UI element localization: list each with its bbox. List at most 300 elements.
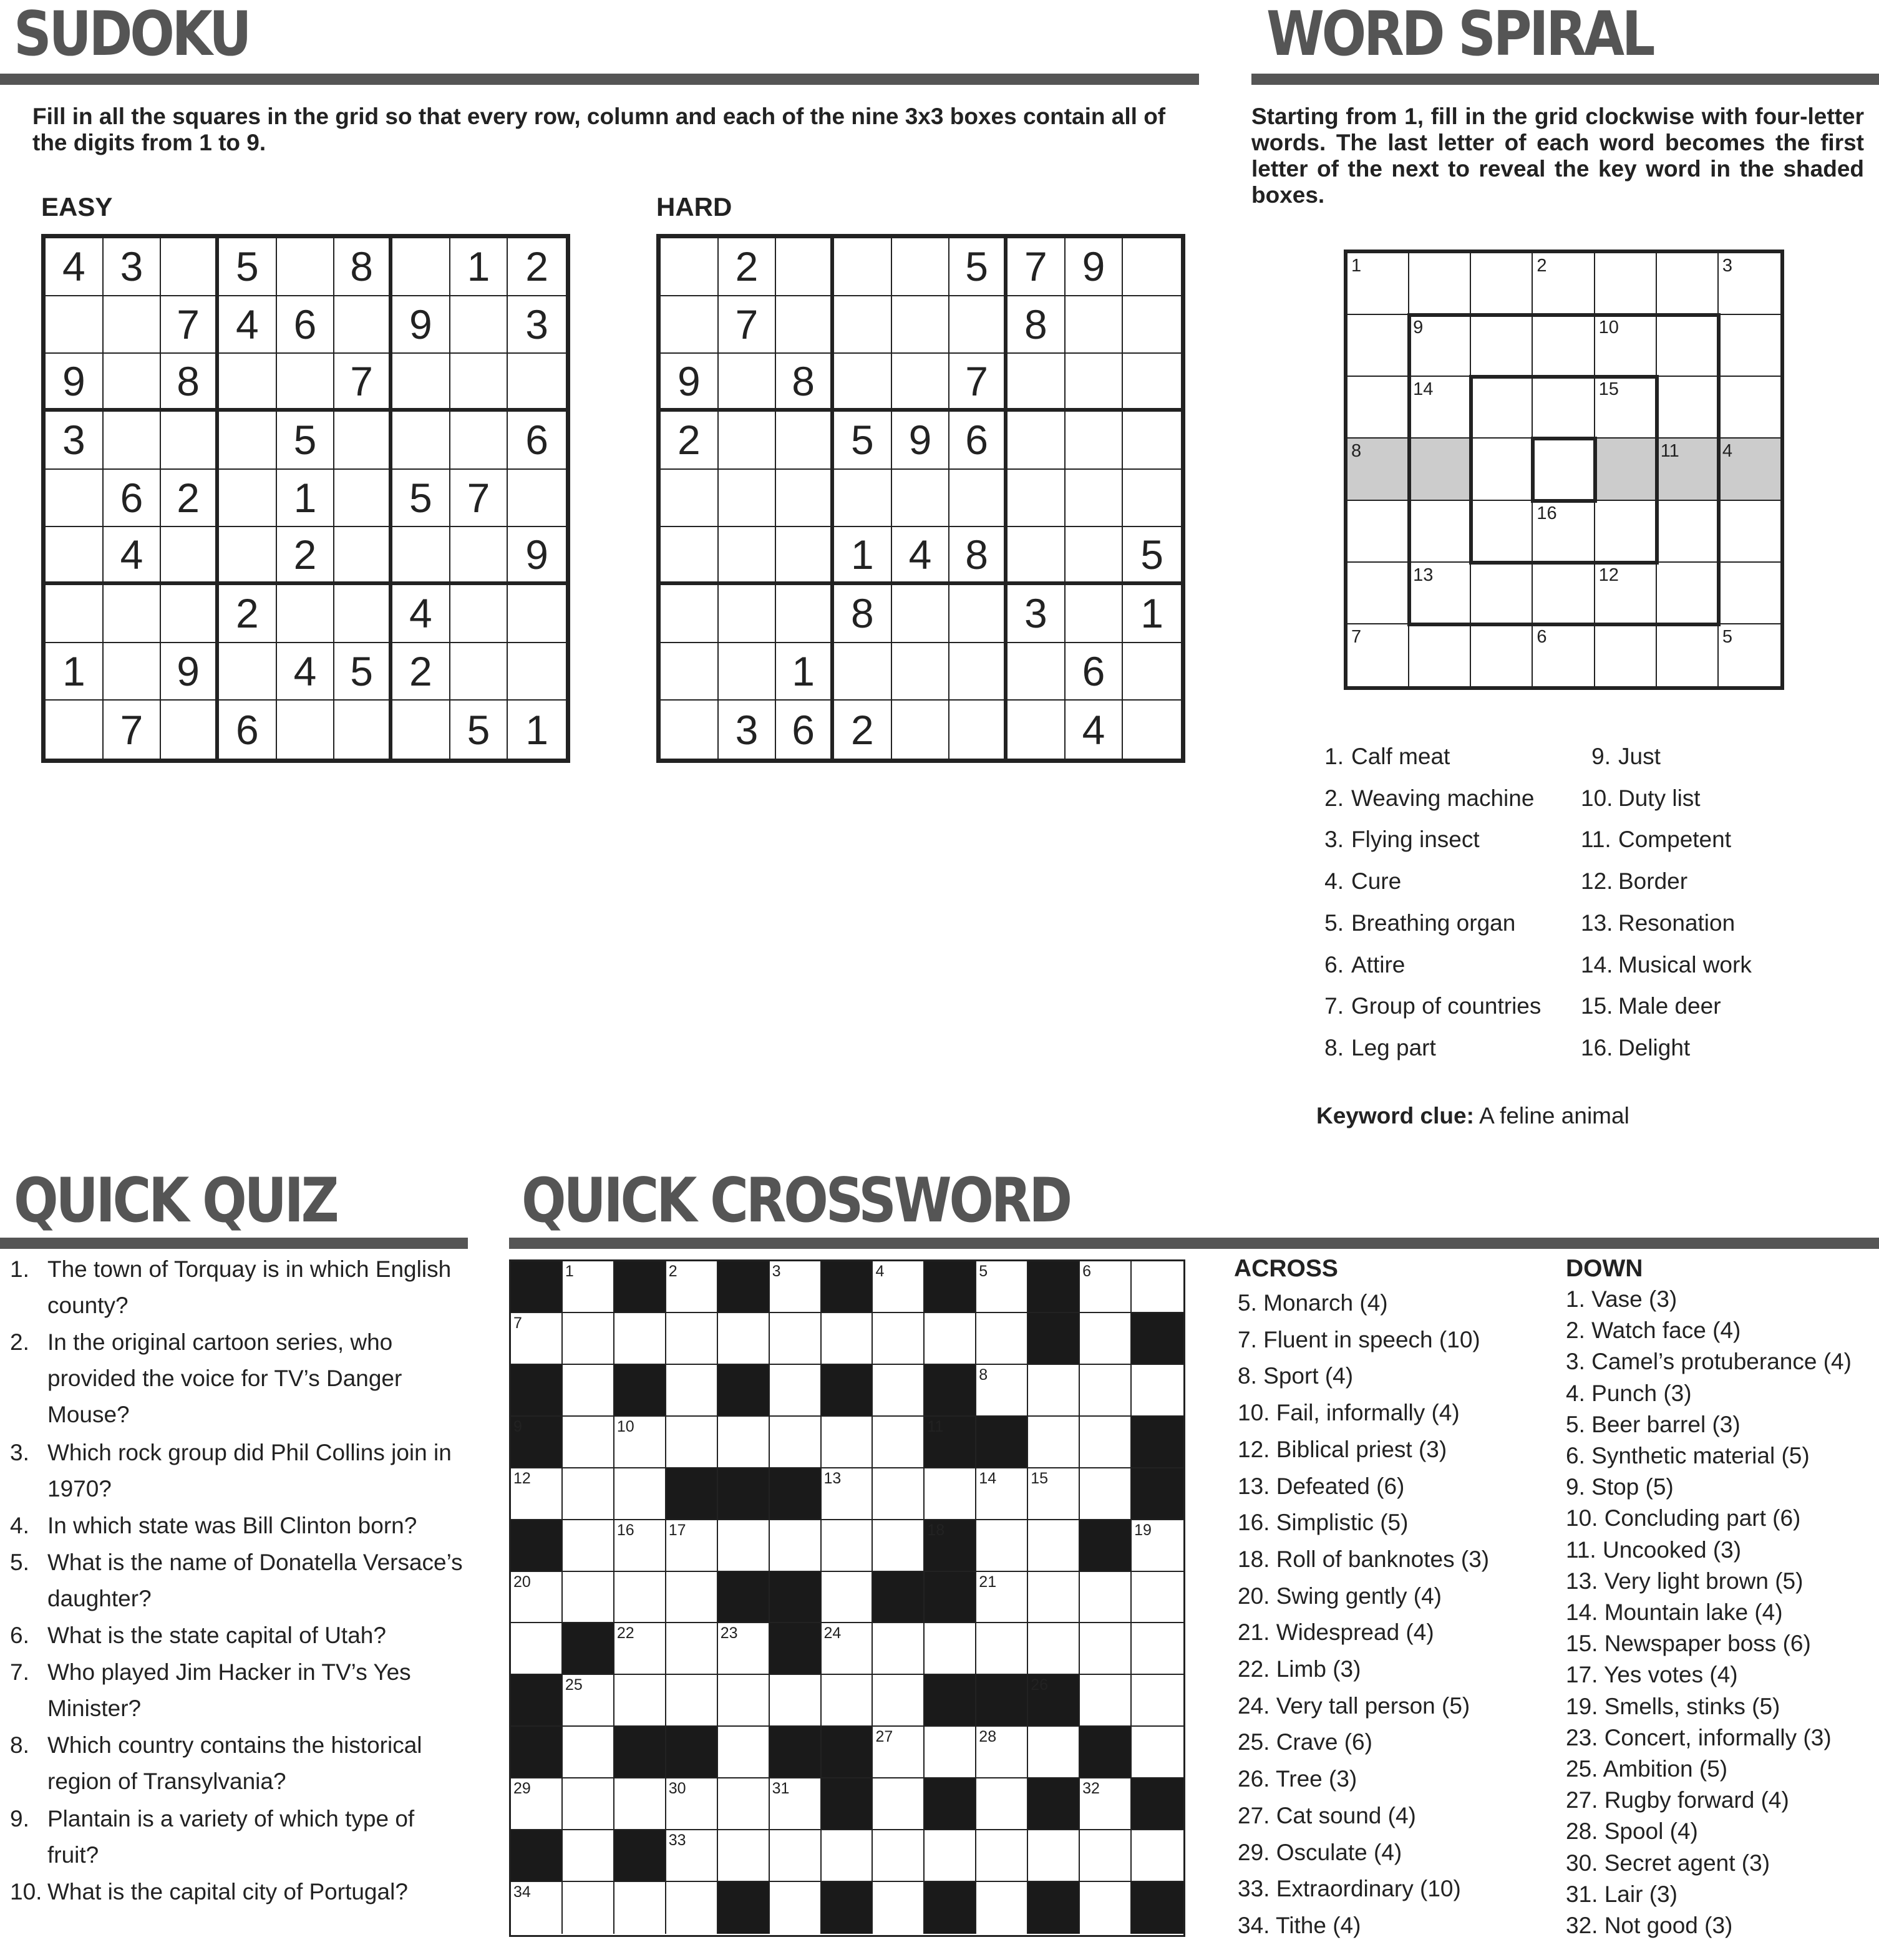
crossword-cell[interactable] xyxy=(1028,1623,1080,1675)
crossword-cell[interactable] xyxy=(666,1313,718,1365)
crossword-cell[interactable] xyxy=(873,1468,925,1520)
crossword-cell[interactable] xyxy=(563,1830,614,1882)
sudoku-cell[interactable]: 8 xyxy=(334,238,392,296)
crossword-cell[interactable] xyxy=(718,1675,770,1727)
crossword-cell[interactable] xyxy=(666,1572,718,1624)
spiral-cell[interactable] xyxy=(1533,501,1595,563)
sudoku-cell[interactable] xyxy=(661,643,719,701)
crossword-cell[interactable] xyxy=(614,1417,666,1468)
crossword-cell[interactable] xyxy=(822,1520,873,1572)
spiral-cell[interactable] xyxy=(1533,563,1595,624)
sudoku-cell[interactable]: 2 xyxy=(661,412,719,470)
crossword-cell[interactable] xyxy=(718,1830,770,1882)
sudoku-cell[interactable] xyxy=(1066,296,1124,354)
crossword-cell[interactable] xyxy=(666,1778,718,1830)
crossword-cell[interactable] xyxy=(666,1675,718,1727)
crossword-cell[interactable] xyxy=(770,1313,822,1365)
spiral-cell[interactable] xyxy=(1471,253,1533,315)
crossword-cell[interactable] xyxy=(976,1778,1028,1830)
crossword-cell[interactable] xyxy=(1028,1727,1080,1778)
sudoku-cell[interactable] xyxy=(334,296,392,354)
sudoku-cell[interactable]: 9 xyxy=(661,354,719,412)
crossword-cell[interactable] xyxy=(873,1623,925,1675)
sudoku-cell[interactable]: 5 xyxy=(277,412,335,470)
sudoku-cell[interactable] xyxy=(1007,701,1066,759)
crossword-cell[interactable] xyxy=(614,1623,666,1675)
sudoku-cell[interactable]: 5 xyxy=(392,470,450,528)
sudoku-cell[interactable] xyxy=(219,470,277,528)
crossword-cell[interactable] xyxy=(511,1623,563,1675)
spiral-cell[interactable] xyxy=(1719,253,1780,315)
sudoku-cell[interactable] xyxy=(949,470,1007,528)
sudoku-cell[interactable] xyxy=(1066,470,1124,528)
spiral-cell[interactable] xyxy=(1719,501,1780,563)
sudoku-cell[interactable]: 1 xyxy=(277,470,335,528)
crossword-cell[interactable] xyxy=(976,1468,1028,1520)
sudoku-cell[interactable]: 4 xyxy=(392,585,450,643)
sudoku-cell[interactable]: 2 xyxy=(392,643,450,701)
crossword-cell[interactable] xyxy=(614,1572,666,1624)
sudoku-cell[interactable]: 6 xyxy=(219,701,277,759)
crossword-cell[interactable] xyxy=(1132,1520,1183,1572)
crossword-cell[interactable] xyxy=(976,1313,1028,1365)
crossword-cell[interactable] xyxy=(1080,1468,1132,1520)
crossword-cell[interactable] xyxy=(563,1468,614,1520)
spiral-cell[interactable] xyxy=(1595,253,1657,315)
crossword-cell[interactable] xyxy=(1132,1572,1183,1624)
crossword-cell[interactable] xyxy=(976,1882,1028,1934)
crossword-cell[interactable] xyxy=(770,1520,822,1572)
crossword-cell[interactable] xyxy=(563,1727,614,1778)
sudoku-cell[interactable] xyxy=(46,585,104,643)
crossword-cell[interactable] xyxy=(563,1778,614,1830)
sudoku-cell[interactable] xyxy=(450,354,508,412)
spiral-cell[interactable] xyxy=(1347,315,1409,377)
sudoku-cell[interactable] xyxy=(161,701,219,759)
crossword-cell[interactable] xyxy=(873,1520,925,1572)
sudoku-cell[interactable]: 7 xyxy=(104,701,162,759)
crossword-cell[interactable] xyxy=(1080,1830,1132,1882)
sudoku-cell[interactable] xyxy=(277,701,335,759)
sudoku-cell[interactable]: 1 xyxy=(776,643,834,701)
crossword-cell[interactable] xyxy=(666,1830,718,1882)
sudoku-cell[interactable] xyxy=(219,527,277,585)
spiral-cell[interactable] xyxy=(1471,315,1533,377)
crossword-cell[interactable] xyxy=(976,1727,1028,1778)
crossword-cell[interactable] xyxy=(666,1365,718,1417)
crossword-cell[interactable] xyxy=(873,1882,925,1934)
crossword-cell[interactable] xyxy=(563,1313,614,1365)
spiral-cell[interactable] xyxy=(1347,501,1409,563)
sudoku-cell[interactable] xyxy=(776,527,834,585)
spiral-cell[interactable] xyxy=(1657,377,1719,439)
sudoku-cell[interactable] xyxy=(1123,412,1181,470)
sudoku-cell[interactable] xyxy=(334,412,392,470)
sudoku-cell[interactable] xyxy=(1123,296,1181,354)
sudoku-cell[interactable] xyxy=(776,296,834,354)
sudoku-cell[interactable]: 1 xyxy=(1123,585,1181,643)
sudoku-cell[interactable] xyxy=(719,585,777,643)
crossword-cell[interactable] xyxy=(1080,1675,1132,1727)
crossword-cell[interactable] xyxy=(770,1675,822,1727)
spiral-cell[interactable] xyxy=(1533,377,1595,439)
sudoku-cell[interactable] xyxy=(892,354,950,412)
crossword-cell[interactable] xyxy=(976,1830,1028,1882)
spiral-cell[interactable] xyxy=(1657,253,1719,315)
sudoku-cell[interactable] xyxy=(892,643,950,701)
crossword-cell[interactable] xyxy=(1080,1623,1132,1675)
sudoku-cell[interactable] xyxy=(104,643,162,701)
crossword-cell[interactable] xyxy=(976,1520,1028,1572)
sudoku-cell[interactable] xyxy=(161,412,219,470)
crossword-cell[interactable] xyxy=(1080,1313,1132,1365)
sudoku-cell[interactable] xyxy=(104,296,162,354)
crossword-cell[interactable] xyxy=(718,1623,770,1675)
sudoku-cell[interactable]: 8 xyxy=(834,585,892,643)
crossword-cell[interactable] xyxy=(563,1417,614,1468)
sudoku-cell[interactable] xyxy=(334,701,392,759)
crossword-cell[interactable] xyxy=(614,1313,666,1365)
sudoku-cell[interactable] xyxy=(392,527,450,585)
spiral-cell[interactable] xyxy=(1347,624,1409,686)
sudoku-cell[interactable] xyxy=(776,470,834,528)
crossword-cell[interactable] xyxy=(1028,1468,1080,1520)
crossword-cell[interactable] xyxy=(1028,1417,1080,1468)
sudoku-cell[interactable]: 6 xyxy=(776,701,834,759)
crossword-cell[interactable] xyxy=(925,1830,976,1882)
spiral-cell[interactable] xyxy=(1533,439,1595,500)
sudoku-cell[interactable] xyxy=(661,585,719,643)
spiral-cell[interactable] xyxy=(1657,563,1719,624)
crossword-cell[interactable] xyxy=(718,1727,770,1778)
crossword-cell[interactable] xyxy=(976,1365,1028,1417)
crossword-cell[interactable] xyxy=(1080,1572,1132,1624)
crossword-cell[interactable] xyxy=(563,1365,614,1417)
sudoku-cell[interactable] xyxy=(392,354,450,412)
crossword-cell[interactable] xyxy=(563,1675,614,1727)
sudoku-cell[interactable] xyxy=(334,470,392,528)
sudoku-cell[interactable] xyxy=(508,585,566,643)
sudoku-cell[interactable]: 6 xyxy=(1066,643,1124,701)
crossword-cell[interactable] xyxy=(1132,1261,1183,1313)
spiral-cell[interactable] xyxy=(1533,315,1595,377)
crossword-cell[interactable] xyxy=(1080,1261,1132,1313)
sudoku-cell[interactable] xyxy=(1123,470,1181,528)
spiral-cell[interactable] xyxy=(1409,563,1471,624)
crossword-cell[interactable] xyxy=(822,1313,873,1365)
sudoku-cell[interactable]: 8 xyxy=(776,354,834,412)
sudoku-cell[interactable]: 7 xyxy=(1007,238,1066,296)
crossword-cell[interactable] xyxy=(1132,1830,1183,1882)
spiral-cell[interactable] xyxy=(1347,253,1409,315)
crossword-cell[interactable] xyxy=(770,1830,822,1882)
sudoku-cell[interactable] xyxy=(1066,527,1124,585)
crossword-cell[interactable] xyxy=(511,1572,563,1624)
sudoku-cell[interactable] xyxy=(1123,643,1181,701)
sudoku-cell[interactable] xyxy=(450,643,508,701)
sudoku-cell[interactable] xyxy=(1123,701,1181,759)
sudoku-cell[interactable] xyxy=(776,585,834,643)
sudoku-cell[interactable] xyxy=(892,470,950,528)
spiral-cell[interactable] xyxy=(1657,439,1719,500)
sudoku-cell[interactable]: 4 xyxy=(892,527,950,585)
sudoku-cell[interactable] xyxy=(1066,354,1124,412)
sudoku-cell[interactable]: 6 xyxy=(104,470,162,528)
sudoku-cell[interactable]: 3 xyxy=(508,296,566,354)
sudoku-cell[interactable]: 4 xyxy=(46,238,104,296)
crossword-cell[interactable] xyxy=(1028,1572,1080,1624)
sudoku-cell[interactable]: 5 xyxy=(834,412,892,470)
sudoku-cell[interactable] xyxy=(104,354,162,412)
sudoku-cell[interactable] xyxy=(661,238,719,296)
crossword-cell[interactable] xyxy=(1132,1365,1183,1417)
crossword-cell[interactable] xyxy=(718,1520,770,1572)
sudoku-cell[interactable]: 1 xyxy=(46,643,104,701)
sudoku-cell[interactable]: 9 xyxy=(161,643,219,701)
sudoku-cell[interactable] xyxy=(834,643,892,701)
sudoku-cell[interactable]: 9 xyxy=(46,354,104,412)
sudoku-cell[interactable] xyxy=(161,238,219,296)
crossword-cell[interactable] xyxy=(1080,1882,1132,1934)
spiral-cell[interactable] xyxy=(1719,377,1780,439)
sudoku-cell[interactable] xyxy=(1123,238,1181,296)
crossword-cell[interactable] xyxy=(976,1572,1028,1624)
sudoku-cell[interactable]: 6 xyxy=(508,412,566,470)
spiral-cell[interactable] xyxy=(1409,624,1471,686)
sudoku-cell[interactable]: 8 xyxy=(949,527,1007,585)
sudoku-cell[interactable] xyxy=(1007,470,1066,528)
crossword-cell[interactable] xyxy=(1132,1675,1183,1727)
sudoku-cell[interactable] xyxy=(46,701,104,759)
crossword-cell[interactable] xyxy=(511,1313,563,1365)
sudoku-cell[interactable] xyxy=(892,585,950,643)
crossword-cell[interactable] xyxy=(666,1417,718,1468)
spiral-cell[interactable] xyxy=(1719,315,1780,377)
sudoku-cell[interactable] xyxy=(1007,643,1066,701)
crossword-cell[interactable] xyxy=(666,1520,718,1572)
spiral-cell[interactable] xyxy=(1347,563,1409,624)
sudoku-cell[interactable]: 3 xyxy=(46,412,104,470)
crossword-cell[interactable] xyxy=(511,1468,563,1520)
spiral-cell[interactable] xyxy=(1719,624,1780,686)
spiral-cell[interactable] xyxy=(1595,624,1657,686)
sudoku-cell[interactable]: 5 xyxy=(334,643,392,701)
crossword-cell[interactable] xyxy=(822,1830,873,1882)
crossword-cell[interactable] xyxy=(822,1417,873,1468)
sudoku-cell[interactable]: 4 xyxy=(219,296,277,354)
sudoku-cell[interactable] xyxy=(949,701,1007,759)
sudoku-cell[interactable] xyxy=(392,412,450,470)
crossword-cell[interactable] xyxy=(1080,1365,1132,1417)
spiral-cell[interactable] xyxy=(1719,439,1780,500)
sudoku-cell[interactable]: 3 xyxy=(719,701,777,759)
sudoku-cell[interactable] xyxy=(1007,412,1066,470)
sudoku-cell[interactable]: 7 xyxy=(719,296,777,354)
crossword-cell[interactable] xyxy=(822,1468,873,1520)
sudoku-cell[interactable] xyxy=(450,296,508,354)
crossword-cell[interactable] xyxy=(873,1365,925,1417)
crossword-cell[interactable] xyxy=(925,1313,976,1365)
crossword-cell[interactable] xyxy=(614,1468,666,1520)
sudoku-cell[interactable]: 1 xyxy=(525,706,549,753)
sudoku-cell[interactable] xyxy=(450,412,508,470)
sudoku-cell[interactable]: 8 xyxy=(161,354,219,412)
sudoku-cell[interactable] xyxy=(834,296,892,354)
sudoku-cell[interactable] xyxy=(892,238,950,296)
crossword-cell[interactable] xyxy=(976,1261,1028,1313)
crossword-cell[interactable] xyxy=(873,1313,925,1365)
crossword-cell[interactable] xyxy=(614,1778,666,1830)
crossword-cell[interactable] xyxy=(718,1778,770,1830)
crossword-cell[interactable] xyxy=(614,1675,666,1727)
sudoku-cell[interactable] xyxy=(661,701,719,759)
spiral-cell[interactable] xyxy=(1595,315,1657,377)
spiral-cell[interactable] xyxy=(1595,439,1657,500)
sudoku-cell[interactable]: 4 xyxy=(1066,701,1124,759)
sudoku-cell[interactable] xyxy=(1066,412,1124,470)
crossword-cell[interactable] xyxy=(614,1520,666,1572)
crossword-cell[interactable] xyxy=(718,1313,770,1365)
sudoku-cell[interactable]: 1 xyxy=(834,527,892,585)
sudoku-cell[interactable] xyxy=(392,701,450,759)
sudoku-cell[interactable] xyxy=(104,412,162,470)
spiral-cell[interactable] xyxy=(1657,501,1719,563)
spiral-cell[interactable] xyxy=(1347,377,1409,439)
sudoku-cell[interactable] xyxy=(1007,527,1066,585)
sudoku-cell[interactable]: 9 xyxy=(1066,238,1124,296)
sudoku-cell[interactable]: 9 xyxy=(892,412,950,470)
crossword-cell[interactable] xyxy=(1028,1830,1080,1882)
sudoku-cell[interactable] xyxy=(508,354,566,412)
spiral-cell[interactable] xyxy=(1595,563,1657,624)
sudoku-cell[interactable]: 7 xyxy=(450,470,508,528)
spiral-cell[interactable] xyxy=(1471,563,1533,624)
crossword-cell[interactable] xyxy=(511,1882,563,1934)
sudoku-cell[interactable] xyxy=(161,585,219,643)
crossword-cell[interactable] xyxy=(873,1261,925,1313)
sudoku-cell[interactable] xyxy=(1123,354,1181,412)
sudoku-cell[interactable]: 5 xyxy=(450,701,508,759)
crossword-cell[interactable] xyxy=(666,1623,718,1675)
sudoku-cell[interactable] xyxy=(719,527,777,585)
spiral-cell[interactable] xyxy=(1595,501,1657,563)
crossword-cell[interactable] xyxy=(563,1520,614,1572)
spiral-cell[interactable] xyxy=(1471,377,1533,439)
sudoku-cell[interactable] xyxy=(834,354,892,412)
crossword-cell[interactable] xyxy=(1080,1778,1132,1830)
spiral-cell[interactable] xyxy=(1595,377,1657,439)
sudoku-cell[interactable] xyxy=(219,643,277,701)
sudoku-cell[interactable] xyxy=(334,527,392,585)
sudoku-cell[interactable] xyxy=(392,238,450,296)
spiral-cell[interactable] xyxy=(1533,253,1595,315)
sudoku-cell[interactable]: 5 xyxy=(219,238,277,296)
spiral-cell[interactable] xyxy=(1409,377,1471,439)
sudoku-cell[interactable]: 7 xyxy=(949,354,1007,412)
crossword-cell[interactable] xyxy=(925,1623,976,1675)
sudoku-cell[interactable] xyxy=(949,643,1007,701)
crossword-cell[interactable] xyxy=(976,1623,1028,1675)
sudoku-cell[interactable]: 3 xyxy=(104,238,162,296)
sudoku-cell[interactable] xyxy=(508,643,566,701)
spiral-cell[interactable] xyxy=(1471,624,1533,686)
sudoku-cell[interactable] xyxy=(277,238,335,296)
sudoku-cell[interactable] xyxy=(834,238,892,296)
sudoku-cell[interactable] xyxy=(334,585,392,643)
sudoku-cell[interactable] xyxy=(661,296,719,354)
spiral-cell[interactable] xyxy=(1471,439,1533,500)
sudoku-cell[interactable] xyxy=(834,470,892,528)
sudoku-cell[interactable]: 6 xyxy=(949,412,1007,470)
sudoku-cell[interactable] xyxy=(719,354,777,412)
spiral-cell[interactable] xyxy=(1533,624,1595,686)
crossword-cell[interactable] xyxy=(770,1778,822,1830)
crossword-cell[interactable] xyxy=(822,1572,873,1624)
crossword-cell[interactable] xyxy=(873,1830,925,1882)
sudoku-cell[interactable] xyxy=(161,527,219,585)
sudoku-cell[interactable]: 5 xyxy=(1123,527,1181,585)
crossword-cell[interactable] xyxy=(614,1882,666,1934)
spiral-cell[interactable] xyxy=(1719,563,1780,624)
crossword-cell[interactable] xyxy=(1028,1520,1080,1572)
sudoku-cell[interactable] xyxy=(104,585,162,643)
sudoku-cell[interactable] xyxy=(776,412,834,470)
sudoku-cell[interactable]: 9 xyxy=(508,527,566,585)
crossword-cell[interactable] xyxy=(873,1675,925,1727)
sudoku-cell[interactable] xyxy=(277,354,335,412)
sudoku-cell[interactable] xyxy=(776,238,834,296)
crossword-cell[interactable] xyxy=(873,1778,925,1830)
sudoku-cell[interactable] xyxy=(219,354,277,412)
spiral-cell[interactable] xyxy=(1657,624,1719,686)
sudoku-cell[interactable] xyxy=(949,585,1007,643)
crossword-cell[interactable] xyxy=(822,1623,873,1675)
sudoku-cell[interactable]: 6 xyxy=(277,296,335,354)
sudoku-cell[interactable] xyxy=(661,470,719,528)
crossword-cell[interactable] xyxy=(873,1417,925,1468)
crossword-cell[interactable] xyxy=(925,1468,976,1520)
sudoku-cell[interactable]: 2 xyxy=(508,238,566,296)
sudoku-cell[interactable] xyxy=(46,527,104,585)
sudoku-cell[interactable]: 2 xyxy=(719,238,777,296)
sudoku-cell[interactable]: 5 xyxy=(949,238,1007,296)
sudoku-cell[interactable]: 2 xyxy=(161,470,219,528)
sudoku-cell[interactable]: 4 xyxy=(104,527,162,585)
crossword-cell[interactable] xyxy=(770,1261,822,1313)
crossword-cell[interactable] xyxy=(770,1882,822,1934)
sudoku-cell[interactable] xyxy=(892,701,950,759)
crossword-cell[interactable] xyxy=(666,1882,718,1934)
crossword-cell[interactable] xyxy=(770,1417,822,1468)
sudoku-cell[interactable]: 3 xyxy=(1007,585,1066,643)
sudoku-cell[interactable] xyxy=(1066,585,1124,643)
crossword-cell[interactable] xyxy=(822,1675,873,1727)
spiral-cell[interactable] xyxy=(1471,501,1533,563)
spiral-cell[interactable] xyxy=(1409,439,1471,500)
crossword-cell[interactable] xyxy=(925,1727,976,1778)
sudoku-cell[interactable] xyxy=(661,527,719,585)
crossword-cell[interactable] xyxy=(666,1261,718,1313)
sudoku-cell[interactable] xyxy=(719,643,777,701)
sudoku-cell[interactable] xyxy=(719,470,777,528)
sudoku-cell[interactable]: 7 xyxy=(334,354,392,412)
sudoku-cell[interactable] xyxy=(719,412,777,470)
crossword-cell[interactable] xyxy=(873,1727,925,1778)
sudoku-cell[interactable]: 8 xyxy=(1007,296,1066,354)
spiral-cell[interactable] xyxy=(1347,439,1409,500)
crossword-cell[interactable] xyxy=(563,1261,614,1313)
sudoku-cell[interactable] xyxy=(949,296,1007,354)
